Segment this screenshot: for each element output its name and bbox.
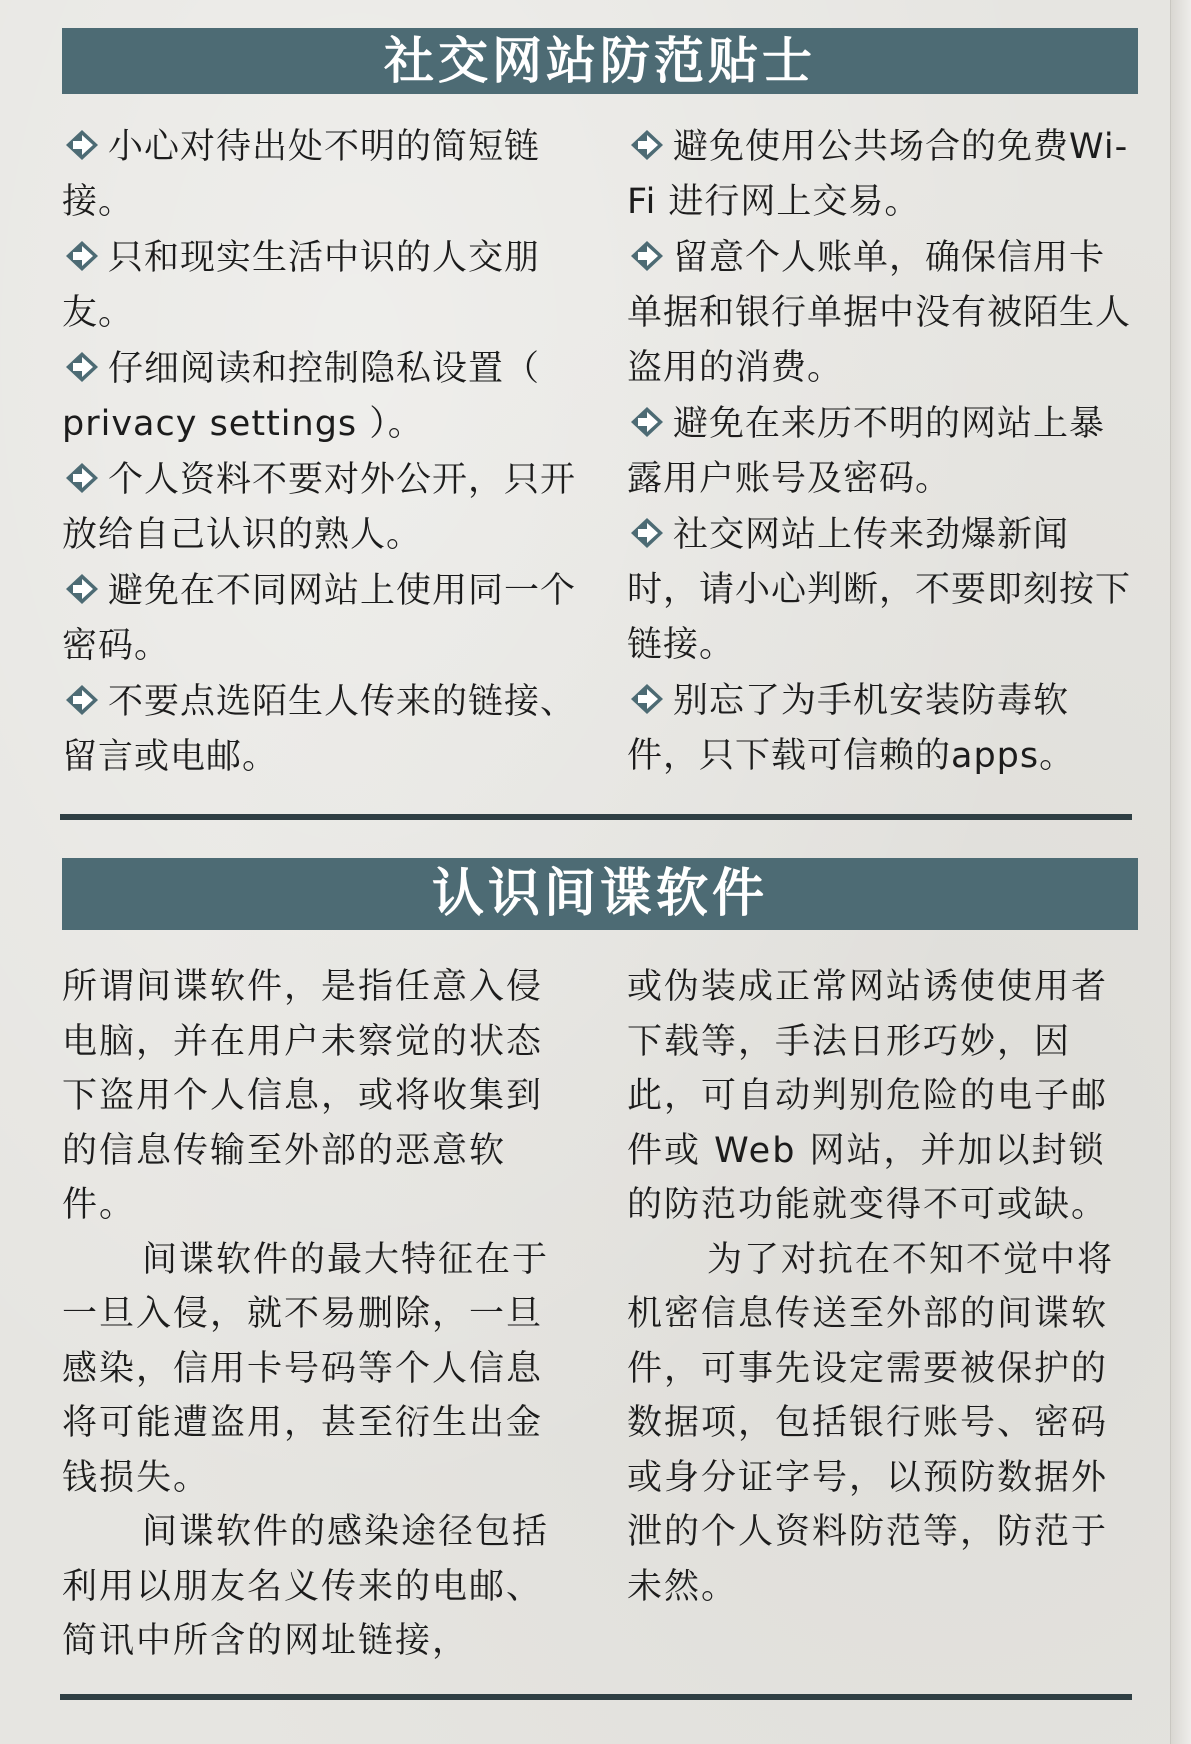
diamond-arrow-icon xyxy=(627,128,667,162)
tip-item xyxy=(627,231,1137,396)
tip-item xyxy=(627,397,1137,507)
diamond-arrow-icon xyxy=(62,461,102,495)
tip-item xyxy=(62,453,582,563)
tip-item xyxy=(62,120,582,230)
article-column-right xyxy=(627,960,1137,1614)
tips-column-right xyxy=(627,120,1137,785)
tip-text: 不要点选陌生人传来的链接、留言或电邮。 xyxy=(62,682,577,777)
tip-text: 留意个人账单，确保信用卡单据和银行单据中没有被陌生人盗用的消费。 xyxy=(627,238,1132,388)
diamond-arrow-icon xyxy=(62,683,102,717)
tips-column-left xyxy=(62,120,582,786)
tip-item xyxy=(62,342,582,452)
diamond-arrow-icon xyxy=(627,682,667,716)
diamond-arrow-icon xyxy=(62,350,102,384)
tip-text: 避免在来历不明的网站上暴露用户账号及密码。 xyxy=(627,404,1106,499)
tip-item xyxy=(62,675,582,785)
tip-item xyxy=(627,508,1137,673)
tip-text: 社交网站上传来劲爆新闻时，请小心判断，不要即刻按下链接。 xyxy=(627,515,1132,665)
tip-text: 避免在不同网站上使用同一个密码。 xyxy=(62,571,577,666)
section-title-social-tips: 社交网站防范贴士 xyxy=(62,28,1138,94)
diamond-arrow-icon xyxy=(62,572,102,606)
article-paragraph: 所谓间谍软件，是指任意入侵电脑，并在用户未察觉的状态下盗用个人信息，或将收集到的信息传输至外部的恶意软件。 xyxy=(62,967,544,1225)
article-paragraph: 间谍软件的感染途径包括利用以朋友名义传来的电邮、简讯中所含的网址链接， xyxy=(62,1512,550,1661)
tip-item xyxy=(62,231,582,341)
diamond-arrow-icon xyxy=(627,516,667,550)
section-title-spyware: 认识间谍软件 xyxy=(62,858,1138,930)
adjacent-page-edge xyxy=(1170,0,1191,1744)
article-paragraph: 或伪装成正常网站诱使使用者下载等，手法日形巧妙，因此，可自动判别危险的电子邮件或 Web 网站，并加以封锁的防范功能就变得不可或缺。 xyxy=(627,967,1109,1225)
article-paragraph: 为了对抗在不知不觉中将机密信息传送至外部的间谍软件，可事先设定需要被保护的数据项，包括银行账号、密码或身分证字号，以预防数据外泄的个人资料防范等，防范于未然。 xyxy=(627,1239,1115,1607)
tip-text: 个人资料不要对外公开，只开放给自己认识的熟人。 xyxy=(62,460,577,555)
tip-item xyxy=(627,674,1137,784)
diamond-arrow-icon xyxy=(627,239,667,273)
diamond-arrow-icon xyxy=(62,239,102,273)
section-divider-bottom xyxy=(60,1694,1132,1700)
tip-text: 小心对待出处不明的简短链接。 xyxy=(62,127,541,222)
article-paragraph: 间谍软件的最大特征在于一旦入侵，就不易删除，一旦感染，信用卡号码等个人信息将可能遭盗用，甚至衍生出金钱损失。 xyxy=(62,1239,550,1498)
tip-text: 仔细阅读和控制隐私设置（ privacy settings ）。 xyxy=(62,349,541,444)
section-divider xyxy=(60,814,1132,820)
article-column-left xyxy=(62,960,572,1669)
tip-text: 别忘了为手机安装防毒软件，只下载可信赖的apps。 xyxy=(627,681,1076,776)
diamond-arrow-icon xyxy=(627,405,667,439)
tip-item xyxy=(627,120,1137,230)
diamond-arrow-icon xyxy=(62,128,102,162)
tip-item xyxy=(62,564,582,674)
tip-text: 只和现实生活中识的人交朋友。 xyxy=(62,238,541,333)
tip-text: 避免使用公共场合的免费Wi-Fi 进行网上交易。 xyxy=(627,127,1129,222)
